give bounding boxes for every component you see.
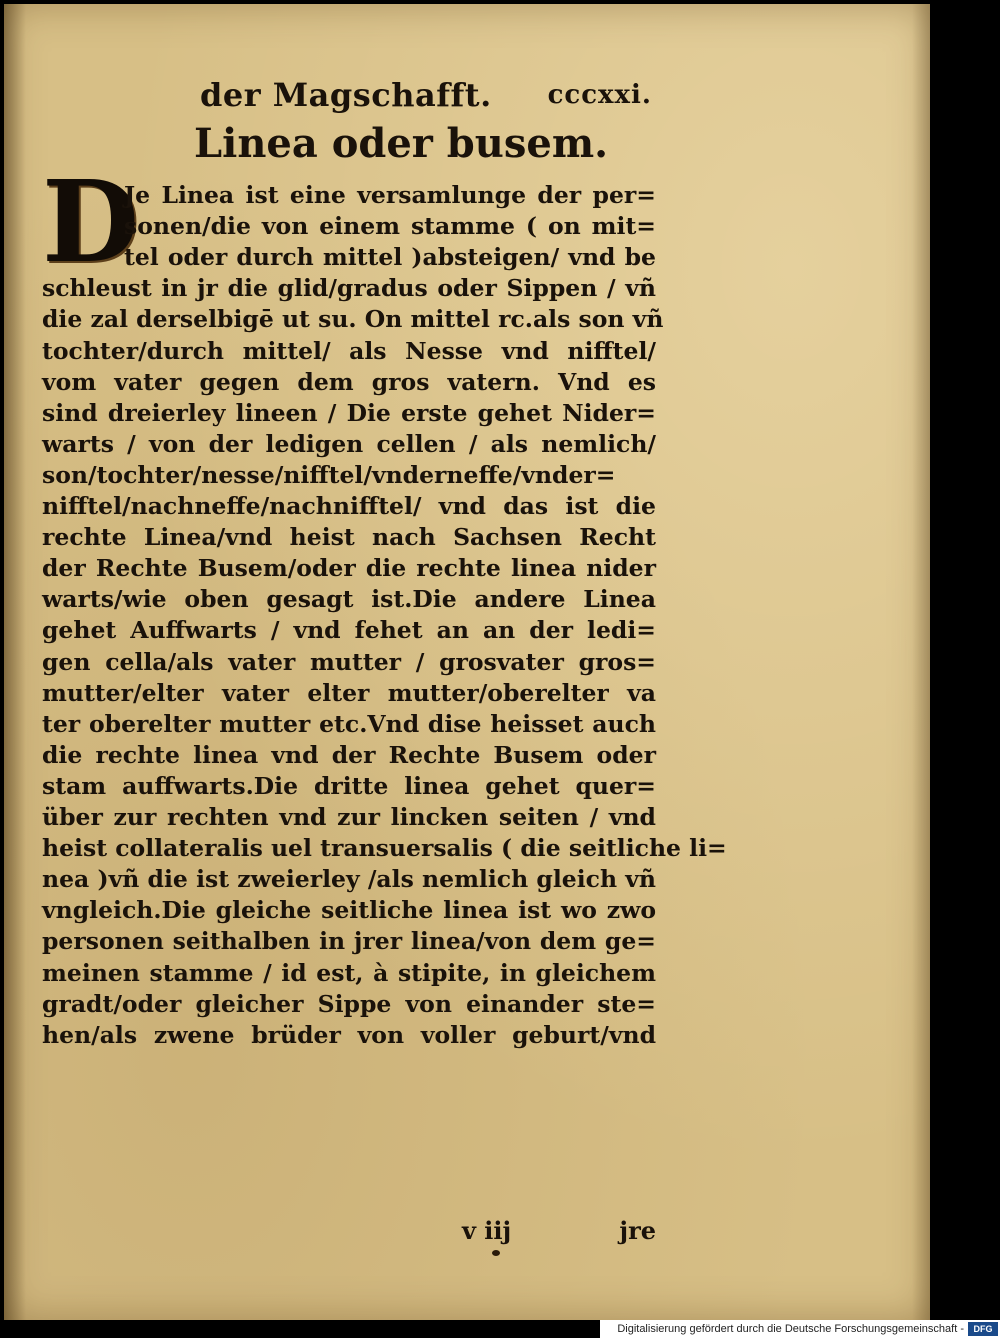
text-line: stam auffwarts.Die dritte linea gehet quer= <box>42 771 656 800</box>
catchline <box>42 1216 656 1252</box>
dfg-logo: DFG <box>968 1322 998 1336</box>
running-head-title: der Magschafft. <box>200 76 492 114</box>
text-line: vngleich.Die gleiche seitliche linea ist wo zwo <box>42 896 656 925</box>
text-line: die zal derselbigē ut su. On mittel rc.als son vñ <box>42 305 664 334</box>
text-line: son/tochter/nesse/nifftel/vnderneffe/vnder= <box>42 460 616 489</box>
text-line: die rechte linea vnd der Rechte Busem oder <box>42 740 656 769</box>
text-line: vom vater gegen dem gros vatern. Vnd es <box>42 367 656 396</box>
text-line: tel oder durch mittel )absteigen/ vnd be <box>124 243 656 272</box>
text-line: der Rechte Busem/oder die rechte linea nider <box>42 554 656 583</box>
folio-number: cccxxi. <box>547 80 652 110</box>
footer-credit: Digitalisierung gefördert durch die Deutsche Forschungsgemeinschaft - <box>600 1320 1000 1338</box>
text-line: gehet Auffwarts / vnd fehet an an der ledi= <box>42 616 656 645</box>
running-head <box>200 76 652 116</box>
text-line: heist collateralis uel transuersalis ( die seitliche li= <box>42 834 727 863</box>
text-line: gen cella/als vater mutter / grosvater gros= <box>42 647 656 676</box>
text-line: warts / von der ledigen cellen / als nemlich/ <box>42 429 656 458</box>
text-line: über zur rechten vnd zur lincken seiten / vnd <box>42 803 656 831</box>
text-line: meinen stamme / id est, à stipite, in gleichem <box>42 958 656 987</box>
text-line: schleust in jr die glid/gradus oder Sippen / vñ <box>42 274 656 303</box>
ink-spot <box>492 1250 500 1256</box>
text-line: nifftel/nachneffe/nachnifftel/ vnd das ist die <box>42 492 656 520</box>
text-line: mutter/elter vater elter mutter/oberelter va <box>42 678 656 707</box>
text-line: hen/als zwene brüder von voller geburt/vnd <box>42 1020 656 1049</box>
text-line: ter oberelter mutter etc.Vnd dise heisset auch <box>42 709 656 738</box>
text-line: nea )vñ die ist zweierley /als nemlich gleich vñ <box>42 865 656 894</box>
drop-cap-initial: D <box>42 157 140 288</box>
text-line: personen seithalben in jrer linea/von dem ge= <box>42 927 656 956</box>
signature-mark: v iij <box>462 1216 512 1245</box>
text-line: warts/wie oben gesagt ist.Die andere Linea <box>42 585 656 614</box>
page-edge-shadow <box>912 4 930 1320</box>
section-title: Linea oder busem. <box>194 120 609 167</box>
text-line: rechte Linea/vnd heist nach Sachsen Recht <box>42 523 656 552</box>
page-gutter-shadow <box>4 4 26 1320</box>
text-line: tochter/durch mittel/ als Nesse vnd nifftel/ <box>42 336 656 365</box>
text-line: sind dreierley lineen / Die erste gehet Nider= <box>42 398 656 427</box>
text-line: sonen/die von einem stamme ( on mit= <box>124 212 656 241</box>
text-line: Je Linea ist eine versamlunge der per= <box>124 181 656 209</box>
text-line: gradt/oder gleicher Sippe von einander ste= <box>42 989 656 1018</box>
catchword: jre <box>619 1216 656 1245</box>
book-page <box>4 4 930 1320</box>
